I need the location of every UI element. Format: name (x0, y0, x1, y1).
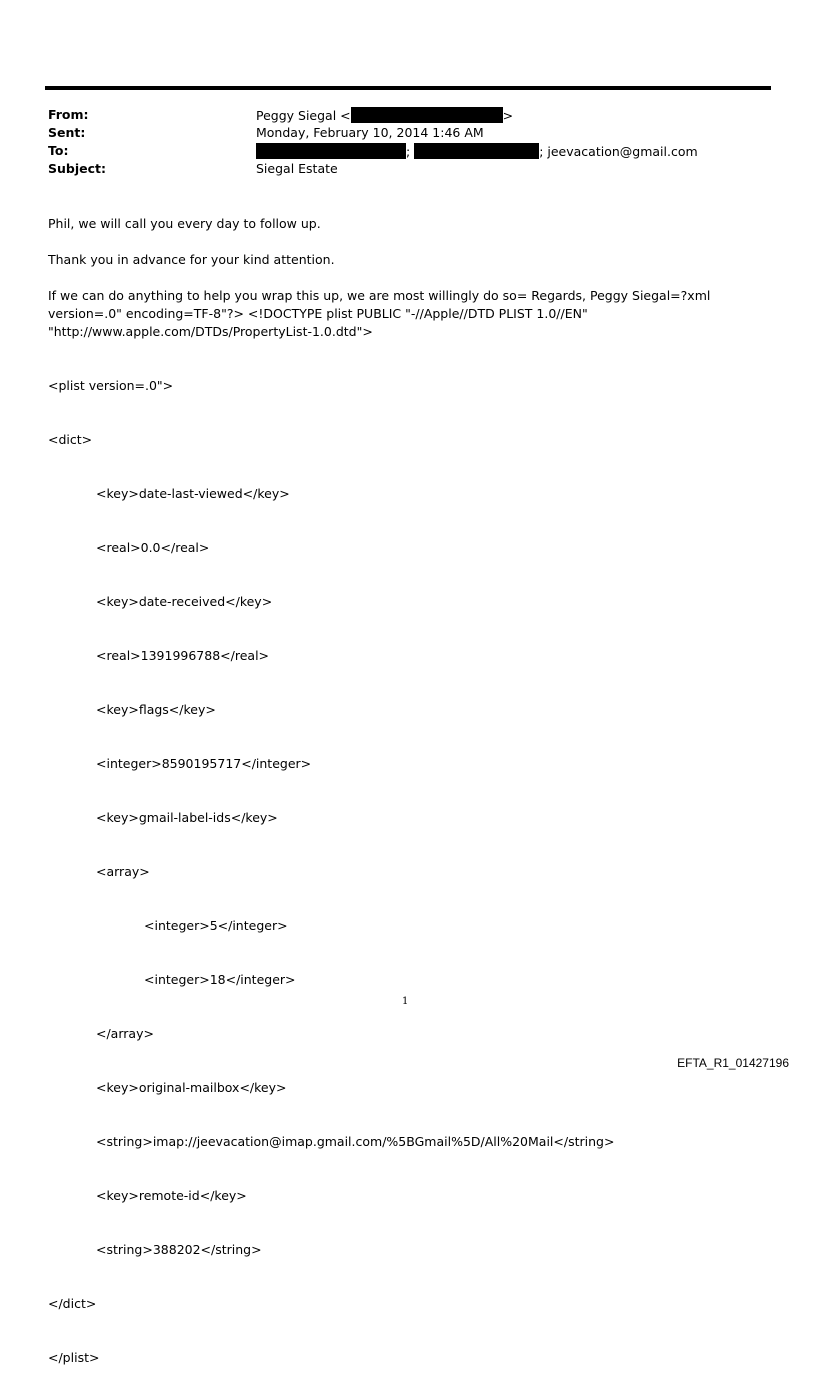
header-rule (45, 86, 771, 90)
to-value (256, 143, 698, 159)
plist-line: <key>remote-id</key> (96, 1188, 247, 1203)
subject-label: Subject: (48, 161, 106, 176)
from-value (256, 107, 513, 123)
plist-line: <integer>5</integer> (144, 918, 288, 933)
redaction-box (351, 107, 503, 123)
plist-line: <key>original-mailbox</key> (96, 1080, 287, 1095)
plist-line: <plist version=.0"> (48, 378, 174, 393)
page-number: 1 (402, 996, 409, 1007)
to-visible-recipient: ; jeevacation@gmail.com (539, 144, 698, 159)
redaction-box (256, 143, 406, 159)
body-paragraph-1: Phil, we will call you every day to follow up. (48, 216, 321, 231)
plist-line: <key>flags</key> (96, 702, 216, 717)
plist-line: <real>1391996788</real> (96, 648, 270, 663)
plist-line: <string>388202</string> (96, 1242, 262, 1257)
plist-line: <integer>18</integer> (144, 972, 296, 987)
to-label: To: (48, 143, 69, 158)
from-tail: > (502, 108, 514, 123)
plist-line: </array> (96, 1026, 154, 1041)
plist-line: <array> (96, 864, 150, 879)
sent-value: Monday, February 10, 2014 1:46 AM (256, 125, 484, 140)
plist-line: <key>gmail-label-ids</key> (96, 810, 278, 825)
from-label: From: (48, 107, 89, 122)
plist-line: <dict> (48, 432, 93, 447)
plist-line: </dict> (48, 1296, 97, 1311)
plist-block (48, 341, 614, 1385)
redaction-box (414, 143, 539, 159)
to-separator: ; (406, 144, 411, 159)
plist-line: </plist> (48, 1350, 100, 1365)
body-paragraph-2: Thank you in advance for your kind attention. (48, 252, 335, 267)
plist-line: <key>date-received</key> (96, 594, 273, 609)
sent-label: Sent: (48, 125, 86, 140)
plist-line: <real>0.0</real> (96, 540, 210, 555)
plist-line: <string>imap://jeevacation@imap.gmail.com/%5BGmail%5D/All%20Mail</string> (96, 1134, 615, 1149)
plist-line: <key>date-last-viewed</key> (96, 486, 290, 501)
sender-name: Peggy Siegal < (256, 108, 351, 123)
document-id: EFTA_R1_01427196 (677, 1056, 789, 1070)
plist-line: <integer>8590195717</integer> (96, 756, 312, 771)
subject-value: Siegal Estate (256, 161, 338, 176)
body-paragraph-3: If we can do anything to help you wrap this up, we are most willingly do so= Regards, Peggy Siegal=?xml version=.0" encoding=TF-8"?> <!DOCTYPE plist PUBLIC "-//Apple//DTD PLIST 1.0//EN" "http://www.apple.com/DTDs/PropertyList-1.0.dtd"> (48, 288, 711, 339)
